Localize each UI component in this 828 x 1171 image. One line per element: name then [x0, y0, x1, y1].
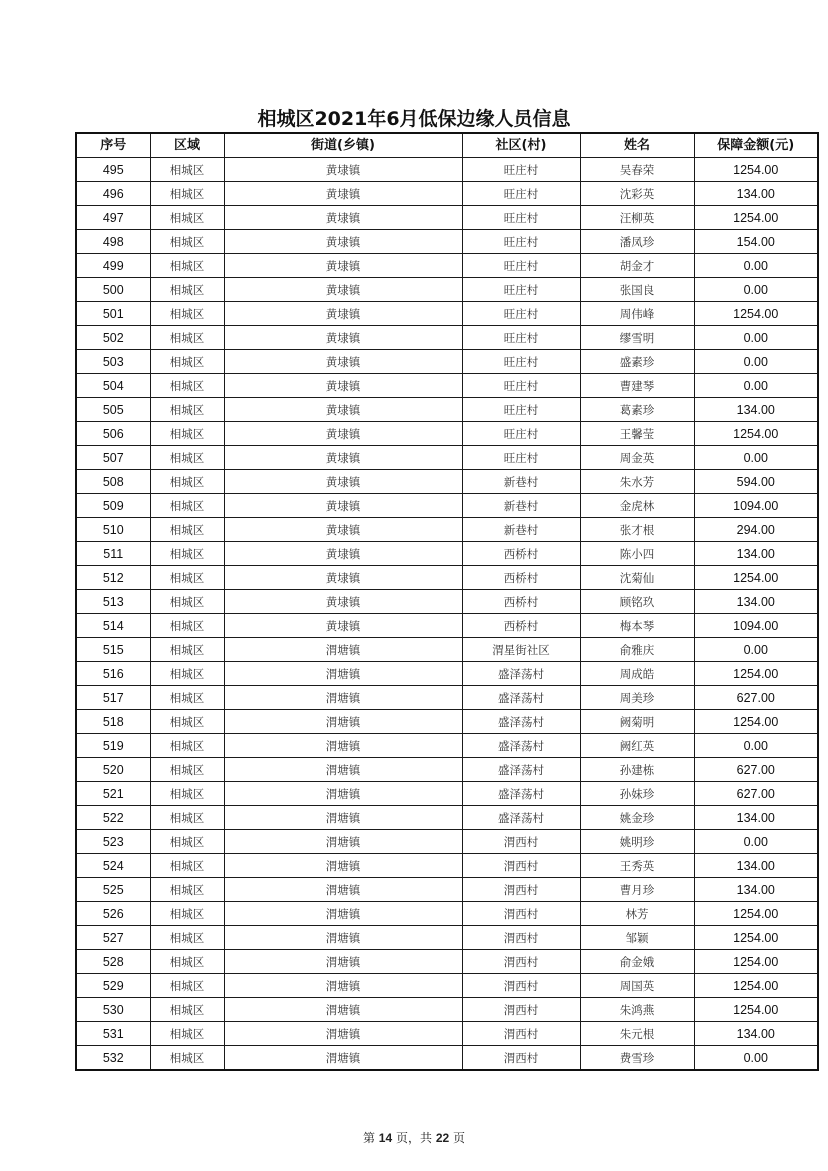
- cell-street: 渭塘镇: [224, 878, 462, 902]
- cell-street: 黄埭镇: [224, 230, 462, 254]
- cell-community: 西桥村: [462, 590, 580, 614]
- cell-community: 旺庄村: [462, 446, 580, 470]
- cell-amount: 134.00: [694, 878, 818, 902]
- cell-name: 朱元根: [580, 1022, 694, 1046]
- cell-index: 528: [76, 950, 150, 974]
- table-row: [76, 926, 818, 950]
- cell-district: 相城区: [150, 638, 224, 662]
- cell-name: 周美珍: [580, 686, 694, 710]
- cell-index: 509: [76, 494, 150, 518]
- cell-street: 渭塘镇: [224, 926, 462, 950]
- header-street: 街道(乡镇): [224, 133, 462, 158]
- table-row: [76, 998, 818, 1022]
- cell-street: 渭塘镇: [224, 734, 462, 758]
- table-row: [76, 566, 818, 590]
- cell-index: 495: [76, 158, 150, 182]
- table-row: [76, 638, 818, 662]
- cell-community: 渭西村: [462, 950, 580, 974]
- cell-district: 相城区: [150, 830, 224, 854]
- cell-name: 沈彩英: [580, 182, 694, 206]
- header-district: 区域: [150, 133, 224, 158]
- cell-community: 盛泽荡村: [462, 686, 580, 710]
- table-row: [76, 830, 818, 854]
- cell-name: 林芳: [580, 902, 694, 926]
- cell-name: 俞雅庆: [580, 638, 694, 662]
- table-row: [76, 710, 818, 734]
- cell-street: 黄埭镇: [224, 302, 462, 326]
- cell-district: 相城区: [150, 518, 224, 542]
- cell-name: 邹颖: [580, 926, 694, 950]
- cell-amount: 154.00: [694, 230, 818, 254]
- cell-index: 524: [76, 854, 150, 878]
- cell-street: 黄埭镇: [224, 446, 462, 470]
- cell-index: 513: [76, 590, 150, 614]
- cell-community: 旺庄村: [462, 422, 580, 446]
- cell-amount: 1254.00: [694, 302, 818, 326]
- cell-amount: 627.00: [694, 782, 818, 806]
- table-row: [76, 854, 818, 878]
- table-row: [76, 542, 818, 566]
- cell-amount: 134.00: [694, 542, 818, 566]
- table-row: [76, 254, 818, 278]
- table-row: [76, 278, 818, 302]
- cell-amount: 1254.00: [694, 710, 818, 734]
- cell-district: 相城区: [150, 566, 224, 590]
- cell-amount: 1254.00: [694, 998, 818, 1022]
- cell-name: 曹建琴: [580, 374, 694, 398]
- footer-mid: 页，共: [395, 1131, 432, 1145]
- cell-amount: 0.00: [694, 278, 818, 302]
- cell-name: 梅本琴: [580, 614, 694, 638]
- cell-index: 531: [76, 1022, 150, 1046]
- cell-street: 渭塘镇: [224, 638, 462, 662]
- cell-community: 新巷村: [462, 494, 580, 518]
- cell-amount: 1254.00: [694, 926, 818, 950]
- cell-community: 盛泽荡村: [462, 806, 580, 830]
- table-row: [76, 734, 818, 758]
- cell-street: 黄埭镇: [224, 278, 462, 302]
- cell-name: 陈小四: [580, 542, 694, 566]
- table-header-row: [76, 133, 818, 158]
- cell-amount: 1254.00: [694, 974, 818, 998]
- cell-index: 511: [76, 542, 150, 566]
- cell-street: 渭塘镇: [224, 950, 462, 974]
- cell-district: 相城区: [150, 254, 224, 278]
- cell-community: 旺庄村: [462, 278, 580, 302]
- cell-community: 新巷村: [462, 518, 580, 542]
- cell-index: 502: [76, 326, 150, 350]
- cell-amount: 0.00: [694, 1046, 818, 1071]
- table-row: [76, 662, 818, 686]
- table-row: [76, 446, 818, 470]
- cell-index: 498: [76, 230, 150, 254]
- table-row: [76, 398, 818, 422]
- cell-street: 渭塘镇: [224, 1022, 462, 1046]
- cell-amount: 1254.00: [694, 206, 818, 230]
- cell-index: 496: [76, 182, 150, 206]
- cell-community: 旺庄村: [462, 206, 580, 230]
- table-row: [76, 902, 818, 926]
- header-amount: 保障金额(元): [694, 133, 818, 158]
- cell-community: 渭西村: [462, 1046, 580, 1071]
- cell-index: 506: [76, 422, 150, 446]
- cell-district: 相城区: [150, 542, 224, 566]
- cell-street: 黄埭镇: [224, 158, 462, 182]
- cell-community: 西桥村: [462, 542, 580, 566]
- table-row: [76, 950, 818, 974]
- table-row: [76, 974, 818, 998]
- table-row: [76, 1022, 818, 1046]
- cell-amount: 1254.00: [694, 662, 818, 686]
- cell-community: 旺庄村: [462, 326, 580, 350]
- cell-amount: 0.00: [694, 254, 818, 278]
- cell-name: 金虎林: [580, 494, 694, 518]
- cell-district: 相城区: [150, 206, 224, 230]
- cell-name: 姚明珍: [580, 830, 694, 854]
- cell-amount: 1094.00: [694, 614, 818, 638]
- cell-street: 黄埭镇: [224, 398, 462, 422]
- cell-district: 相城区: [150, 158, 224, 182]
- cell-index: 521: [76, 782, 150, 806]
- cell-index: 530: [76, 998, 150, 1022]
- cell-index: 501: [76, 302, 150, 326]
- cell-community: 旺庄村: [462, 158, 580, 182]
- cell-district: 相城区: [150, 902, 224, 926]
- cell-community: 渭西村: [462, 1022, 580, 1046]
- table-row: [76, 686, 818, 710]
- cell-district: 相城区: [150, 350, 224, 374]
- cell-street: 渭塘镇: [224, 806, 462, 830]
- cell-amount: 0.00: [694, 638, 818, 662]
- cell-community: 盛泽荡村: [462, 782, 580, 806]
- cell-street: 黄埭镇: [224, 326, 462, 350]
- cell-name: 葛素珍: [580, 398, 694, 422]
- cell-community: 西桥村: [462, 566, 580, 590]
- page-footer: [0, 1129, 828, 1146]
- cell-district: 相城区: [150, 710, 224, 734]
- cell-name: 顾铭玖: [580, 590, 694, 614]
- cell-amount: 1254.00: [694, 902, 818, 926]
- cell-amount: 627.00: [694, 686, 818, 710]
- table-row: [76, 206, 818, 230]
- cell-street: 黄埭镇: [224, 254, 462, 278]
- cell-name: 盛素珍: [580, 350, 694, 374]
- cell-name: 缪雪明: [580, 326, 694, 350]
- cell-district: 相城区: [150, 950, 224, 974]
- cell-community: 旺庄村: [462, 302, 580, 326]
- cell-district: 相城区: [150, 326, 224, 350]
- footer-prefix: 第: [362, 1131, 375, 1145]
- cell-street: 渭塘镇: [224, 854, 462, 878]
- cell-amount: 0.00: [694, 830, 818, 854]
- cell-name: 朱鸿燕: [580, 998, 694, 1022]
- cell-district: 相城区: [150, 878, 224, 902]
- cell-index: 507: [76, 446, 150, 470]
- cell-street: 黄埭镇: [224, 518, 462, 542]
- cell-index: 516: [76, 662, 150, 686]
- cell-name: 孙建栋: [580, 758, 694, 782]
- cell-street: 黄埭镇: [224, 374, 462, 398]
- cell-amount: 1254.00: [694, 566, 818, 590]
- cell-community: 旺庄村: [462, 350, 580, 374]
- table-row: [76, 326, 818, 350]
- cell-amount: 134.00: [694, 806, 818, 830]
- cell-community: 渭西村: [462, 974, 580, 998]
- cell-district: 相城区: [150, 302, 224, 326]
- cell-community: 渭星街社区: [462, 638, 580, 662]
- cell-index: 527: [76, 926, 150, 950]
- cell-index: 499: [76, 254, 150, 278]
- cell-index: 526: [76, 902, 150, 926]
- cell-district: 相城区: [150, 734, 224, 758]
- cell-street: 渭塘镇: [224, 782, 462, 806]
- table-row: [76, 470, 818, 494]
- cell-district: 相城区: [150, 374, 224, 398]
- cell-community: 盛泽荡村: [462, 734, 580, 758]
- table-row: [76, 182, 818, 206]
- cell-name: 阙红英: [580, 734, 694, 758]
- cell-community: 盛泽荡村: [462, 710, 580, 734]
- cell-district: 相城区: [150, 686, 224, 710]
- cell-district: 相城区: [150, 854, 224, 878]
- table-row: [76, 422, 818, 446]
- cell-name: 胡金才: [580, 254, 694, 278]
- cell-name: 曹月珍: [580, 878, 694, 902]
- cell-district: 相城区: [150, 614, 224, 638]
- cell-community: 旺庄村: [462, 182, 580, 206]
- cell-amount: 0.00: [694, 374, 818, 398]
- table-row: [76, 758, 818, 782]
- cell-index: 520: [76, 758, 150, 782]
- footer-page-number: 14: [378, 1131, 393, 1145]
- cell-name: 周金英: [580, 446, 694, 470]
- cell-community: 渭西村: [462, 878, 580, 902]
- cell-street: 黄埭镇: [224, 614, 462, 638]
- cell-district: 相城区: [150, 590, 224, 614]
- cell-index: 503: [76, 350, 150, 374]
- table-row: [76, 350, 818, 374]
- cell-index: 519: [76, 734, 150, 758]
- cell-district: 相城区: [150, 782, 224, 806]
- cell-index: 529: [76, 974, 150, 998]
- table-row: [76, 782, 818, 806]
- page-title: 相城区2021年6月低保边缘人员信息: [257, 108, 571, 130]
- cell-street: 渭塘镇: [224, 902, 462, 926]
- cell-index: 512: [76, 566, 150, 590]
- cell-amount: 134.00: [694, 590, 818, 614]
- cell-community: 盛泽荡村: [462, 758, 580, 782]
- cell-name: 俞金娥: [580, 950, 694, 974]
- cell-district: 相城区: [150, 278, 224, 302]
- cell-index: 518: [76, 710, 150, 734]
- cell-name: 沈菊仙: [580, 566, 694, 590]
- cell-name: 张才根: [580, 518, 694, 542]
- cell-index: 510: [76, 518, 150, 542]
- cell-district: 相城区: [150, 1046, 224, 1071]
- cell-district: 相城区: [150, 806, 224, 830]
- table-row: [76, 158, 818, 182]
- cell-index: 508: [76, 470, 150, 494]
- cell-street: 黄埭镇: [224, 422, 462, 446]
- cell-name: 孙妹珍: [580, 782, 694, 806]
- cell-street: 黄埭镇: [224, 470, 462, 494]
- cell-community: 旺庄村: [462, 398, 580, 422]
- cell-community: 旺庄村: [462, 230, 580, 254]
- cell-name: 周成皓: [580, 662, 694, 686]
- cell-amount: 1254.00: [694, 422, 818, 446]
- cell-community: 渭西村: [462, 902, 580, 926]
- cell-amount: 0.00: [694, 446, 818, 470]
- cell-index: 504: [76, 374, 150, 398]
- table-row: [76, 1046, 818, 1071]
- cell-street: 黄埭镇: [224, 182, 462, 206]
- data-table: [75, 132, 819, 1071]
- table-row: [76, 590, 818, 614]
- cell-community: 渭西村: [462, 830, 580, 854]
- cell-amount: 627.00: [694, 758, 818, 782]
- cell-district: 相城区: [150, 758, 224, 782]
- cell-amount: 594.00: [694, 470, 818, 494]
- cell-community: 渭西村: [462, 998, 580, 1022]
- table-row: [76, 518, 818, 542]
- cell-community: 西桥村: [462, 614, 580, 638]
- cell-index: 517: [76, 686, 150, 710]
- table-row: [76, 494, 818, 518]
- table-row: [76, 878, 818, 902]
- cell-amount: 294.00: [694, 518, 818, 542]
- cell-amount: 0.00: [694, 326, 818, 350]
- cell-street: 渭塘镇: [224, 710, 462, 734]
- cell-amount: 0.00: [694, 734, 818, 758]
- cell-name: 周伟峰: [580, 302, 694, 326]
- cell-district: 相城区: [150, 446, 224, 470]
- cell-district: 相城区: [150, 398, 224, 422]
- cell-amount: 134.00: [694, 854, 818, 878]
- cell-street: 黄埭镇: [224, 566, 462, 590]
- cell-street: 渭塘镇: [224, 1046, 462, 1071]
- cell-amount: 134.00: [694, 398, 818, 422]
- table-row: [76, 374, 818, 398]
- cell-district: 相城区: [150, 470, 224, 494]
- cell-amount: 134.00: [694, 1022, 818, 1046]
- cell-street: 渭塘镇: [224, 662, 462, 686]
- cell-street: 渭塘镇: [224, 998, 462, 1022]
- cell-street: 黄埭镇: [224, 542, 462, 566]
- cell-community: 旺庄村: [462, 374, 580, 398]
- cell-street: 渭塘镇: [224, 758, 462, 782]
- footer-total-pages: 22: [435, 1131, 450, 1145]
- cell-index: 525: [76, 878, 150, 902]
- cell-district: 相城区: [150, 494, 224, 518]
- cell-street: 黄埭镇: [224, 590, 462, 614]
- cell-district: 相城区: [150, 422, 224, 446]
- cell-district: 相城区: [150, 182, 224, 206]
- cell-index: 515: [76, 638, 150, 662]
- cell-street: 黄埭镇: [224, 350, 462, 374]
- cell-district: 相城区: [150, 998, 224, 1022]
- cell-district: 相城区: [150, 230, 224, 254]
- cell-index: 505: [76, 398, 150, 422]
- cell-name: 姚金珍: [580, 806, 694, 830]
- cell-amount: 1254.00: [694, 950, 818, 974]
- cell-district: 相城区: [150, 974, 224, 998]
- cell-street: 渭塘镇: [224, 830, 462, 854]
- cell-amount: 134.00: [694, 182, 818, 206]
- header-index: 序号: [76, 133, 150, 158]
- cell-street: 黄埭镇: [224, 494, 462, 518]
- cell-name: 吴春荣: [580, 158, 694, 182]
- header-community: 社区(村): [462, 133, 580, 158]
- cell-name: 阙菊明: [580, 710, 694, 734]
- table-row: [76, 806, 818, 830]
- cell-index: 497: [76, 206, 150, 230]
- cell-street: 渭塘镇: [224, 686, 462, 710]
- cell-name: 汪柳英: [580, 206, 694, 230]
- cell-name: 王秀英: [580, 854, 694, 878]
- cell-name: 周国英: [580, 974, 694, 998]
- cell-community: 渭西村: [462, 926, 580, 950]
- cell-street: 黄埭镇: [224, 206, 462, 230]
- cell-street: 渭塘镇: [224, 974, 462, 998]
- cell-amount: 1094.00: [694, 494, 818, 518]
- cell-name: 潘凤珍: [580, 230, 694, 254]
- cell-community: 渭西村: [462, 854, 580, 878]
- cell-amount: 1254.00: [694, 158, 818, 182]
- cell-index: 522: [76, 806, 150, 830]
- cell-community: 盛泽荡村: [462, 662, 580, 686]
- cell-index: 523: [76, 830, 150, 854]
- header-name: 姓名: [580, 133, 694, 158]
- footer-suffix: 页: [453, 1131, 466, 1145]
- cell-index: 514: [76, 614, 150, 638]
- cell-community: 旺庄村: [462, 254, 580, 278]
- cell-district: 相城区: [150, 662, 224, 686]
- cell-community: 新巷村: [462, 470, 580, 494]
- cell-name: 王馨莹: [580, 422, 694, 446]
- cell-index: 532: [76, 1046, 150, 1071]
- cell-name: 费雪珍: [580, 1046, 694, 1071]
- cell-index: 500: [76, 278, 150, 302]
- table-row: [76, 614, 818, 638]
- cell-district: 相城区: [150, 926, 224, 950]
- table-row: [76, 230, 818, 254]
- cell-name: 张国良: [580, 278, 694, 302]
- cell-district: 相城区: [150, 1022, 224, 1046]
- table-row: [76, 302, 818, 326]
- cell-name: 朱水芳: [580, 470, 694, 494]
- cell-amount: 0.00: [694, 350, 818, 374]
